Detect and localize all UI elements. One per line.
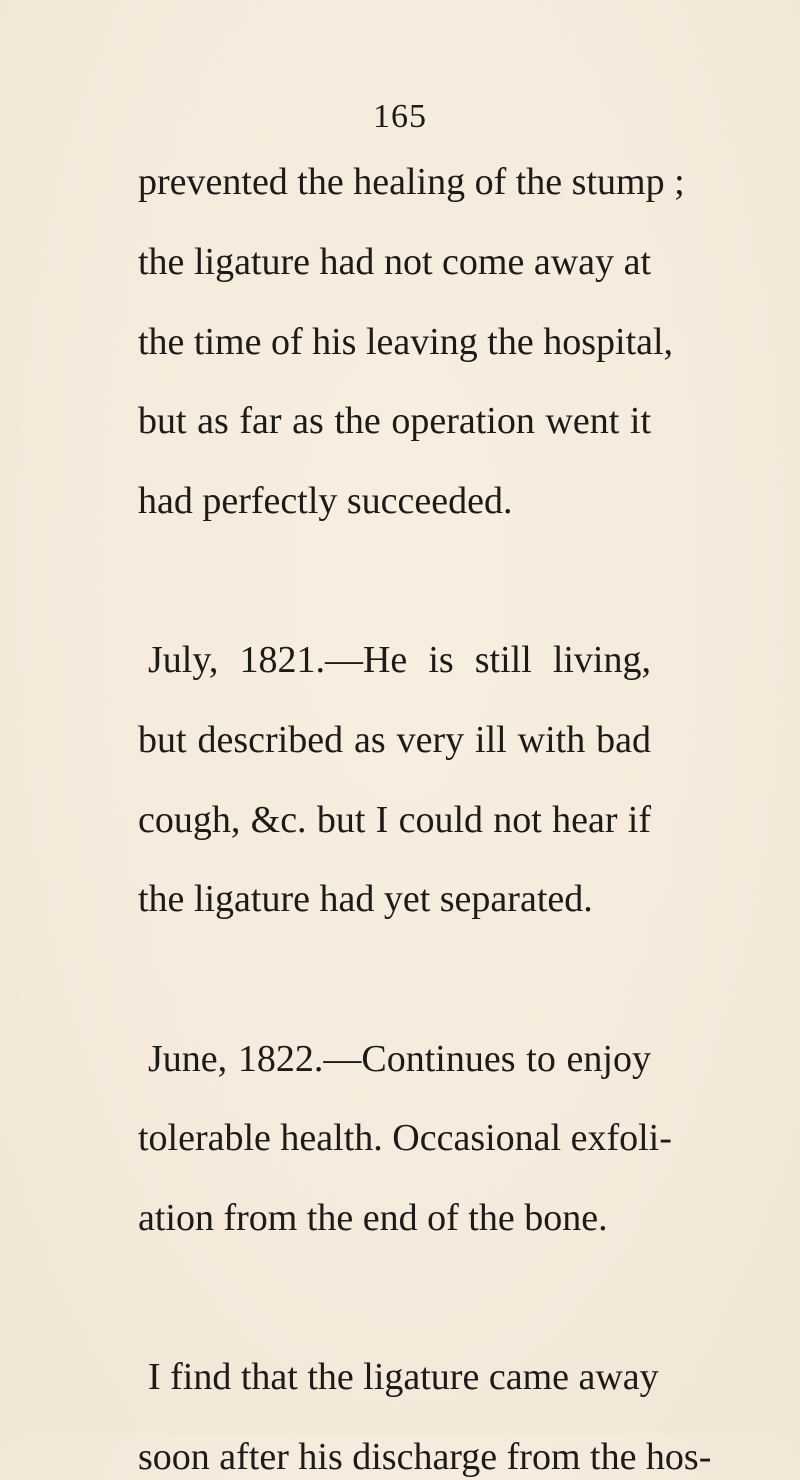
- text-line: cough, &c. but I could not hear if: [138, 799, 651, 841]
- text-line: but as far as the operation went it: [138, 400, 651, 442]
- text-line: the ligature had not come away at: [138, 241, 651, 283]
- text-line: prevented the healing of the stump ;: [138, 161, 685, 203]
- text-line: ation from the end of the bone.: [138, 1197, 608, 1239]
- text-line: the ligature had yet separated.: [138, 878, 593, 920]
- page-number: 165: [373, 98, 427, 135]
- text-line: I find that the ligature came away: [148, 1356, 659, 1398]
- text-line: the time of his leaving the hospital,: [138, 321, 674, 363]
- text-line: June, 1822.—Continues to enjoy: [148, 1038, 651, 1080]
- text-line: tolerable health. Occasional exfoli-: [138, 1117, 672, 1159]
- text-line: July, 1821.—He is still living,: [148, 639, 651, 681]
- text-line: had perfectly succeeded.: [138, 480, 513, 522]
- text-line: but described as very ill with bad: [138, 719, 651, 761]
- text-line: soon after his discharge from the hos-: [138, 1436, 712, 1478]
